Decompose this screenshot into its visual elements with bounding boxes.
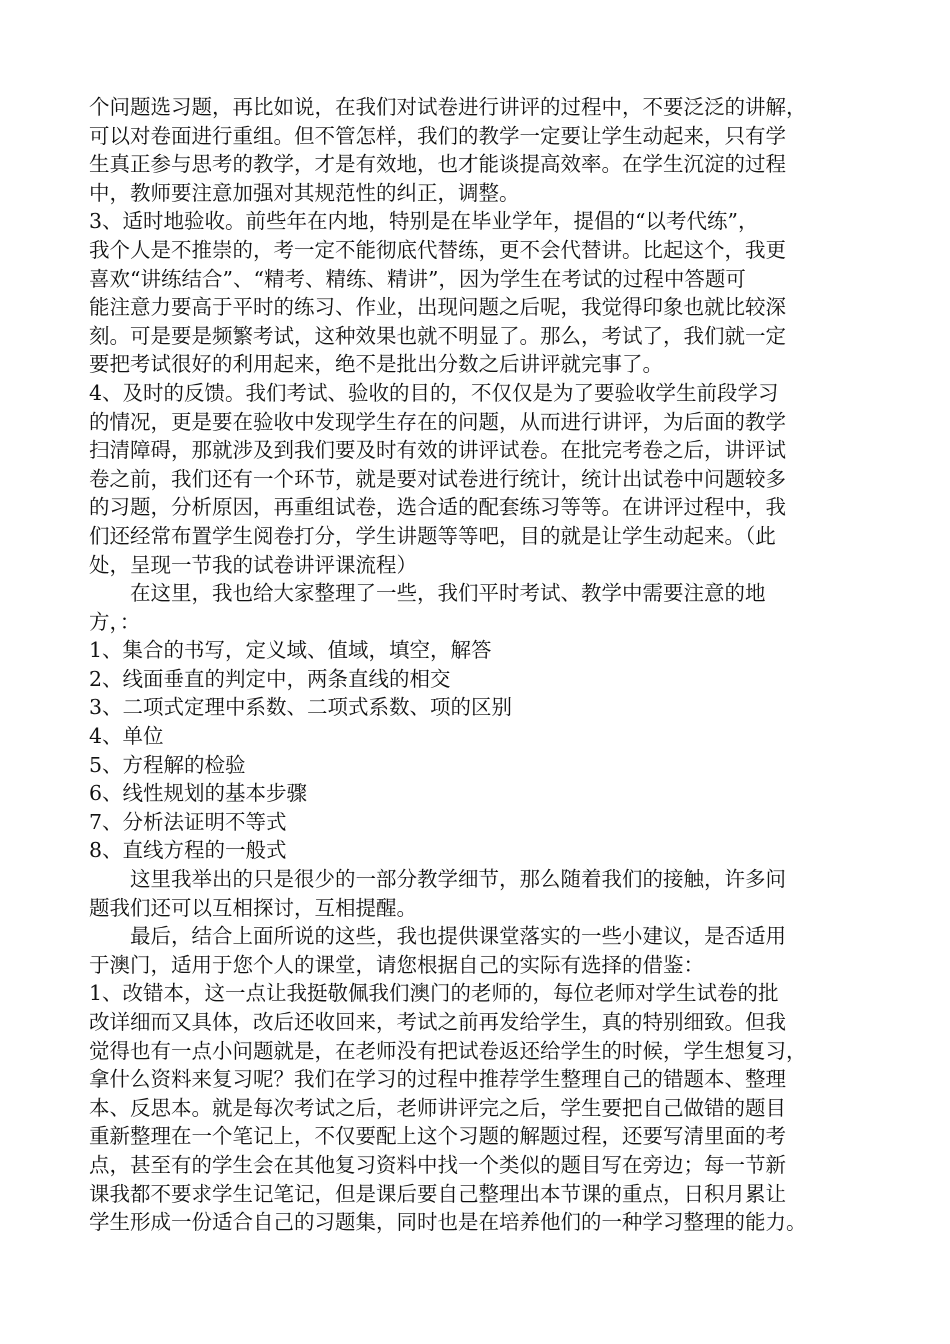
text-line: 4、单位 [89, 724, 164, 749]
text-line: 的习题，分析原因，再重组试卷，选合适的配套练习等等。在讲评过程中，我 [89, 495, 786, 520]
text-line: 要把考试很好的利用起来，绝不是批出分数之后讲评就完事了。 [89, 352, 663, 377]
text-line: 喜欢“讲练结合”、“精考、精练、精讲”，因为学生在考试的过程中答题可 [89, 266, 746, 291]
text-line: 扫清障碍，那就涉及到我们要及时有效的讲评试卷。在批完考卷之后，讲评试 [89, 438, 786, 463]
text-line: 1、集合的书写，定义域、值域，填空，解答 [89, 638, 492, 663]
text-line: 这里我举出的只是很少的一部分教学细节，那么随着我们的接触，许多问 [130, 867, 786, 892]
text-line: 3、适时地验收。前些年在内地，特别是在毕业学年，提倡的“以考代练”， [89, 209, 759, 234]
text-line: 的情况，更是要在验收中发现学生存在的问题，从而进行讲评，为后面的教学 [89, 409, 786, 434]
text-line: 拿什么资料来复习呢？我们在学习的过程中推荐学生整理自己的错题本、整理 [89, 1067, 786, 1092]
text-line: 方，： [89, 609, 141, 634]
text-line: 于澳门，适用于您个人的课堂，请您根据自己的实际有选择的借鉴： [89, 952, 704, 977]
text-line: 刻。可是要是频繁考试，这种效果也就不明显了。那么，考试了，我们就一定 [89, 323, 786, 348]
document-body [89, 93, 864, 1237]
text-line: 可以对卷面进行重组。但不管怎样，我们的教学一定要让学生动起来，只有学 [89, 123, 786, 148]
text-line: 题我们还可以互相探讨，互相提醒。 [89, 895, 417, 920]
text-line: 6、线性规划的基本步骤 [89, 781, 308, 806]
text-line: 2、线面垂直的判定中，两条直线的相交 [89, 666, 451, 691]
text-line: 们还经常布置学生阅卷打分，学生讲题等等吧，目的就是让学生动起来。（此 [89, 523, 776, 548]
text-line: 最后，结合上面所说的这些，我也提供课堂落实的一些小建议，是否适用 [130, 924, 786, 949]
text-line: 中，教师要注意加强对其规范性的纠正，调整。 [89, 180, 520, 205]
text-line: 本、反思本。就是每次考试之后，老师讲评完之后，学生要把自己做错的题目 [89, 1095, 786, 1120]
text-line: 3、二项式定理中系数、二项式系数、项的区别 [89, 695, 513, 720]
text-line: 1、改错本，这一点让我挺敬佩我们澳门的老师的，每位老师对学生试卷的批 [89, 981, 779, 1006]
text-line: 课我都不要求学生记笔记，但是课后要自己整理出本节课的重点，日积月累让 [89, 1181, 786, 1206]
text-line: 生真正参与思考的教学，才是有效地，也才能谈提高效率。在学生沉淀的过程 [89, 152, 786, 177]
text-line: 重新整理在一个笔记上，不仅要配上这个习题的解题过程，还要写清里面的考 [89, 1124, 786, 1149]
text-line: 7、分析法证明不等式 [89, 809, 287, 834]
text-line: 卷之前，我们还有一个环节，就是要对试卷进行统计，统计出试卷中问题较多 [89, 466, 786, 491]
text-line: 改详细而又具体，改后还收回来，考试之前再发给学生，真的特别细致。但我 [89, 1010, 786, 1034]
text-line: 能注意力要高于平时的练习、作业，出现问题之后呢，我觉得印象也就比较深 [89, 295, 786, 320]
text-line: 处，呈现一节我的试卷讲评课流程） [89, 552, 417, 577]
text-line: 觉得也有一点小问题就是，在老师没有把试卷返还给学生的时候，学生想复习， [89, 1038, 807, 1063]
text-line: 我个人是不推崇的，考一定不能彻底代替练，更不会代替讲。比起这个，我更 [89, 237, 786, 262]
text-line: 8、直线方程的一般式 [89, 838, 287, 863]
text-line: 4、及时的反馈。我们考试、验收的目的，不仅仅是为了要验收学生前段学习 [89, 380, 779, 405]
text-line: 5、方程解的检验 [89, 752, 246, 777]
text-line: 在这里，我也给大家整理了一些，我们平时考试、教学中需要注意的地 [130, 581, 766, 606]
text-line: 点，甚至有的学生会在其他复习资料中找一个类似的题目写在旁边；每一节新 [89, 1152, 786, 1177]
text-line: 个问题选习题，再比如说，在我们对试卷进行讲评的过程中，不要泛泛的讲解， [89, 95, 807, 119]
text-line: 学生形成一份适合自己的习题集，同时也是在培养他们的一种学习整理的能力。 [89, 1210, 807, 1235]
